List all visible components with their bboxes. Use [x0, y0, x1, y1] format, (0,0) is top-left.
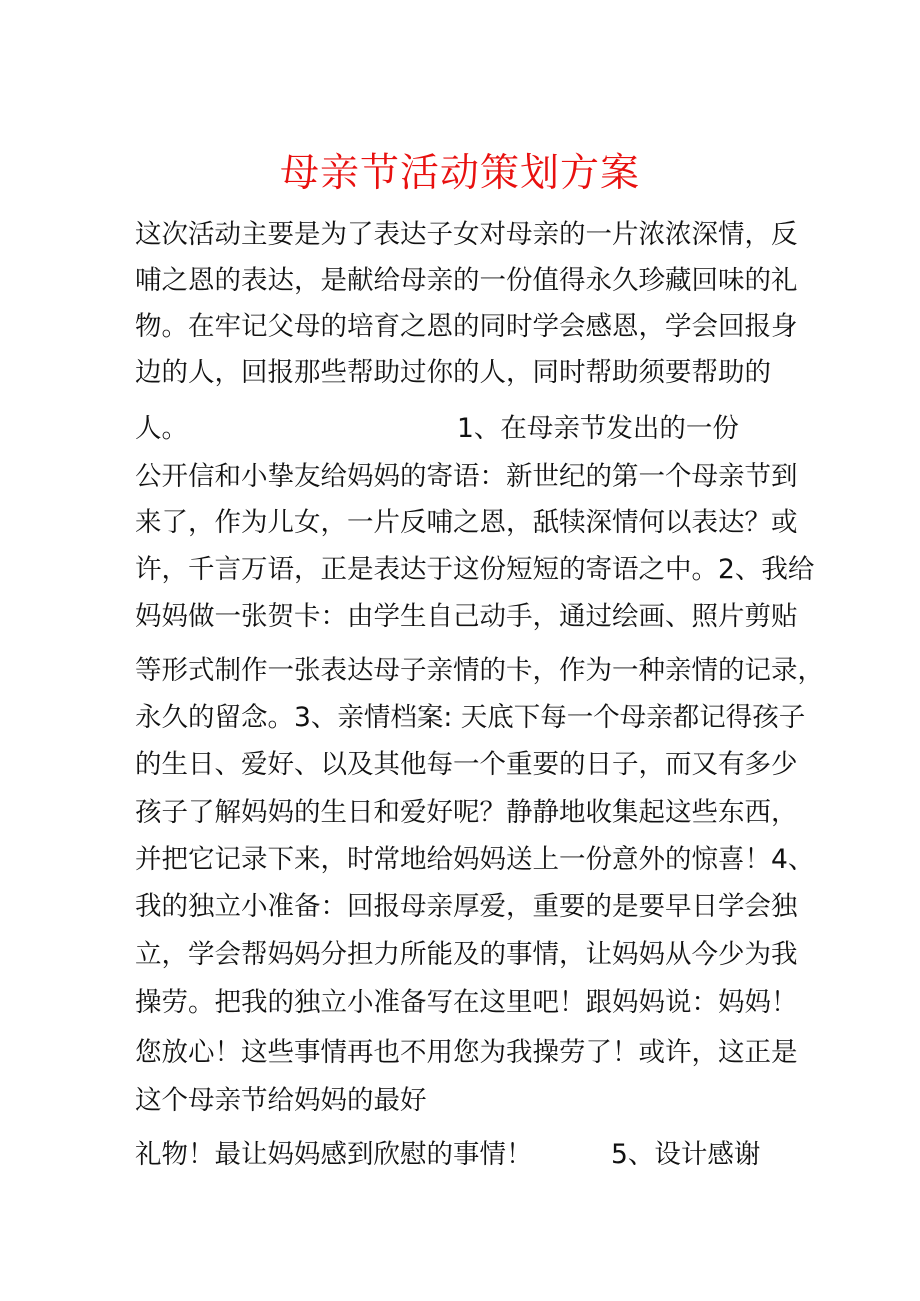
paragraph-line: 我的独立小准备：回报母亲厚爱，重要的是要早日学会独 [135, 891, 798, 922]
paragraph-line: 许，千言万语，正是表达于这份短短的寄语之中。2、我给 [135, 554, 815, 585]
paragraph-line-split [135, 406, 835, 452]
line-segment: 礼物！最让妈妈感到欣慰的事情！ [135, 1139, 533, 1170]
paragraph-line: 并把它记录下来，时常地给妈妈送上一份意外的惊喜！4、 [135, 844, 815, 875]
paragraph-line: 公开信和小挚友给妈妈的寄语：新世纪的第一个母亲节到 [135, 461, 798, 492]
paragraph-line: 这次活动主要是为了表达子女对母亲的一片浓浓深情，反 [135, 219, 798, 250]
paragraph-line: 来了，作为儿女，一片反哺之恩，舐犊深情何以表达？或 [135, 507, 798, 538]
paragraph-line: 等形式制作一张表达母子亲情的卡，作为一种亲情的记录， [135, 655, 824, 686]
paragraph-line: 妈妈做一张贺卡：由学生自己动手，通过绘画、照片剪贴 [135, 601, 798, 632]
paragraph-line: 孩子了解妈妈的生日和爱好呢？静静地收集起这些东西， [135, 797, 798, 828]
paragraph-line: 永久的留念。3、亲情档案: 天底下每一个母亲都记得孩子 [135, 702, 806, 733]
paragraph-line: 哺之恩的表达，是献给母亲的一份值得永久珍藏回味的礼 [135, 265, 798, 296]
line-segment: 5、设计感谢 [611, 1139, 761, 1170]
paragraph-line: 的生日、爱好、以及其他每一个重要的日子，而又有多少 [135, 749, 798, 780]
line-segment: 1、在母亲节发出的一份 [457, 413, 739, 444]
paragraph-line: 这个母亲节给妈妈的最好 [135, 1085, 427, 1116]
paragraph-line: 物。在牢记父母的培育之恩的同时学会感恩，学会回报身 [135, 311, 798, 342]
paragraph-line: 立，学会帮妈妈分担力所能及的事情，让妈妈从今少为我 [135, 939, 798, 970]
paragraph-line: 操劳。把我的独立小准备写在这里吧！跟妈妈说：妈妈！ [135, 987, 798, 1018]
paragraph-line: 边的人，回报那些帮助过你的人，同时帮助须要帮助的 [135, 357, 771, 388]
line-segment: 人。 [135, 413, 188, 444]
paragraph-line: 您放心！这些事情再也不用您为我操劳了！或许，这正是 [135, 1037, 798, 1068]
paragraph-line-split [135, 1132, 795, 1178]
document-title: 母亲节活动策划方案 [279, 151, 640, 196]
